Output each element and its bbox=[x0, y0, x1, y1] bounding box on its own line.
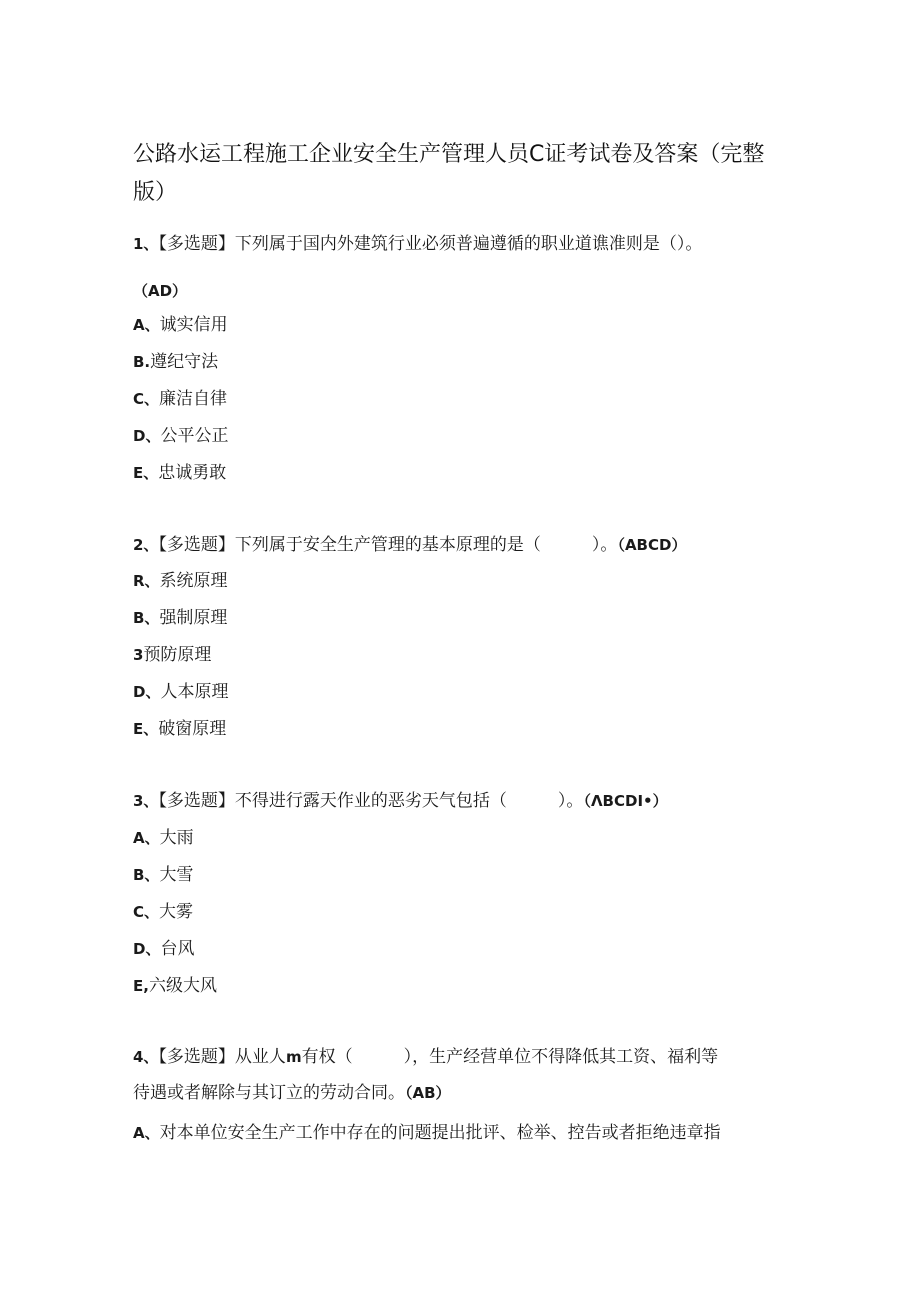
option-text: 公平公正 bbox=[160, 426, 229, 446]
question-3-option-b bbox=[133, 862, 193, 888]
option-text: 诚实信用 bbox=[159, 315, 228, 335]
option-key: E、 bbox=[133, 720, 159, 738]
option-key: B、 bbox=[133, 609, 160, 627]
question-4-stem-line-2 bbox=[133, 1080, 451, 1106]
option-key: D、 bbox=[133, 683, 161, 701]
option-key: C、 bbox=[133, 390, 160, 408]
option-key: C、 bbox=[133, 903, 160, 921]
option-key: A、 bbox=[133, 829, 160, 847]
question-1-stem bbox=[133, 231, 702, 257]
option-text: 六级大风 bbox=[148, 976, 217, 996]
option-text: 破窗原理 bbox=[158, 719, 227, 739]
question-text: 待遇或者解除与其订立的劳动合同。 bbox=[133, 1083, 405, 1103]
option-text: 忠诚勇敢 bbox=[158, 463, 227, 483]
question-2-stem bbox=[133, 532, 686, 558]
question-text: 【多选题】下列属于国内外建筑行业必须普遍遵循的职业道谯准则是（）。 bbox=[158, 234, 703, 254]
question-4-stem-line-1 bbox=[133, 1044, 718, 1070]
question-3-stem bbox=[133, 788, 668, 814]
option-key: D、 bbox=[133, 940, 161, 958]
option-key: A、 bbox=[133, 1124, 160, 1142]
question-3-option-d bbox=[133, 936, 194, 962]
question-text-artifact: m bbox=[285, 1048, 302, 1066]
option-text: 预防原理 bbox=[143, 645, 212, 665]
option-key: B. bbox=[133, 353, 151, 371]
question-text: 【多选题】不得进行露天作业的恶劣天气包括（ ）。 bbox=[158, 791, 584, 811]
question-4-option-a bbox=[133, 1120, 721, 1146]
question-2-option-e bbox=[133, 716, 226, 742]
question-text: 有权（ ），生产经营单位不得降低其工资、福利等 bbox=[301, 1047, 719, 1067]
option-key: 3 bbox=[133, 646, 144, 664]
question-2-option-b bbox=[133, 605, 227, 631]
question-3-option-c bbox=[133, 899, 193, 925]
option-key: D、 bbox=[133, 427, 161, 445]
option-text: 遵纪守法 bbox=[150, 352, 219, 372]
option-key: R、 bbox=[133, 572, 160, 590]
question-text: 【多选题】从业人 bbox=[158, 1047, 286, 1067]
answer-key: （ΛBCDI•） bbox=[583, 792, 668, 810]
option-text: 大雨 bbox=[159, 828, 194, 848]
question-text: 【多选题】下列属于安全生产管理的基本原理的是（ ）。 bbox=[158, 535, 618, 555]
question-1-option-c bbox=[133, 386, 227, 412]
question-2-option-d bbox=[133, 679, 228, 705]
question-1-option-b bbox=[133, 349, 218, 375]
question-1-option-e bbox=[133, 460, 226, 486]
question-2-option-c bbox=[133, 642, 211, 668]
answer-key: （ABCD） bbox=[617, 536, 687, 554]
option-key: A、 bbox=[133, 316, 160, 334]
question-1-answer bbox=[133, 278, 187, 304]
question-number: 4、 bbox=[133, 1048, 159, 1066]
question-number: 1、 bbox=[133, 235, 159, 253]
question-number: 3、 bbox=[133, 792, 159, 810]
option-text: 强制原理 bbox=[159, 608, 228, 628]
answer-key: （AD） bbox=[133, 282, 188, 300]
document-title: 公路水运工程施工企业安全生产管理人员C证考试卷及答案（完整版） bbox=[133, 142, 765, 205]
option-text: 大雪 bbox=[159, 865, 194, 885]
option-key: E, bbox=[133, 977, 149, 995]
option-text: 人本原理 bbox=[160, 682, 229, 702]
answer-key: （AB） bbox=[405, 1084, 451, 1102]
question-1-option-a bbox=[133, 312, 228, 338]
option-text: 廉洁自律 bbox=[159, 389, 228, 409]
option-text: 台风 bbox=[160, 939, 195, 959]
question-1-option-d bbox=[133, 423, 228, 449]
option-text: 对本单位安全生产工作中存在的问题提出批评、检举、控告或者拒绝违章指 bbox=[159, 1123, 721, 1143]
question-2-option-a bbox=[133, 568, 228, 594]
question-3-option-a bbox=[133, 825, 194, 851]
option-text: 大雾 bbox=[159, 902, 194, 922]
option-key: B、 bbox=[133, 866, 160, 884]
option-key: E、 bbox=[133, 464, 159, 482]
question-number: 2、 bbox=[133, 536, 159, 554]
option-text: 系统原理 bbox=[159, 571, 228, 591]
question-3-option-e bbox=[133, 973, 217, 999]
